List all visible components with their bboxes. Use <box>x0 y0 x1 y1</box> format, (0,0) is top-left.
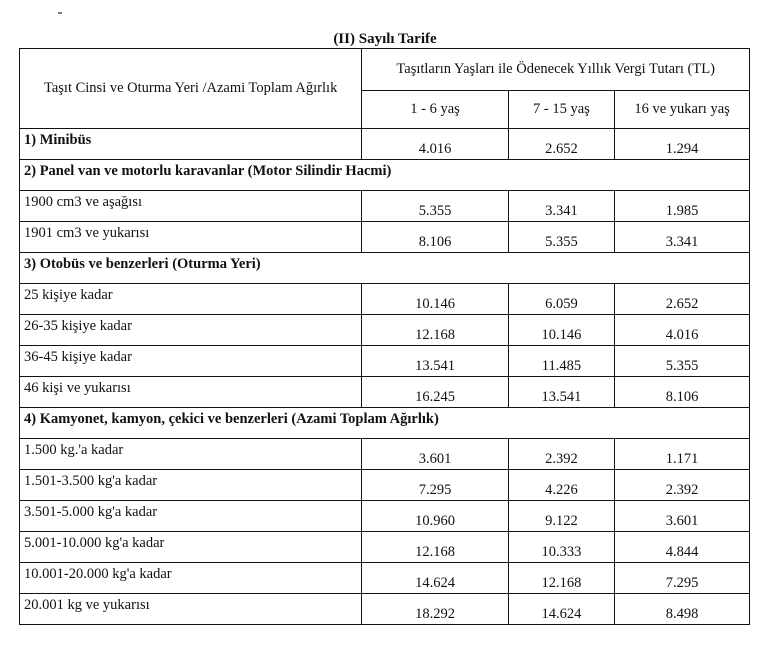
row-label: 3.501-5.000 kg'a kadar <box>20 501 362 532</box>
cell-value: 14.624 <box>362 563 508 594</box>
cell-value: 1.985 <box>615 191 750 222</box>
cell-value: 5.355 <box>508 222 614 253</box>
cell-value: 5.355 <box>362 191 508 222</box>
table-row <box>20 563 750 594</box>
cell-value: 10.333 <box>508 532 614 563</box>
table-row <box>20 439 750 470</box>
cell-value: 10.146 <box>508 315 614 346</box>
cell-value: 2.392 <box>615 470 750 501</box>
row-label: 1.500 kg.'a kadar <box>20 439 362 470</box>
cell-value: 4.226 <box>508 470 614 501</box>
section-row <box>20 408 750 439</box>
row-label: 26-35 kişiye kadar <box>20 315 362 346</box>
cell-value: 3.341 <box>508 191 614 222</box>
cell-value: 12.168 <box>508 563 614 594</box>
table-row <box>20 346 750 377</box>
table-row <box>20 284 750 315</box>
cell-value: 8.106 <box>615 377 750 408</box>
row-label: 25 kişiye kadar <box>20 284 362 315</box>
cell-value: 16.245 <box>362 377 508 408</box>
header-age-16-plus: 16 ve yukarı yaş <box>615 91 750 129</box>
cell-value: 3.601 <box>615 501 750 532</box>
section-row <box>20 253 750 284</box>
cell-value: 11.485 <box>508 346 614 377</box>
cell-value: 7.295 <box>362 470 508 501</box>
table-row <box>20 222 750 253</box>
header-row <box>20 49 750 91</box>
cell-value: 3.341 <box>615 222 750 253</box>
table-row <box>20 129 750 160</box>
cell-value: 2.652 <box>508 129 614 160</box>
table-row <box>20 315 750 346</box>
cell-value: 8.498 <box>615 594 750 625</box>
cell-value: 13.541 <box>508 377 614 408</box>
cell-value: 12.168 <box>362 532 508 563</box>
page-title: (II) Sayılı Tarife <box>333 31 437 47</box>
cell-value: 1.294 <box>615 129 750 160</box>
table-row <box>20 377 750 408</box>
table-row <box>20 470 750 501</box>
cell-value: 9.122 <box>508 501 614 532</box>
row-label: 1.501-3.500 kg'a kadar <box>20 470 362 501</box>
header-vehicle-type: Taşıt Cinsi ve Oturma Yeri /Azami Toplam Ağırlık <box>20 49 362 129</box>
row-label: 5.001-10.000 kg'a kadar <box>20 532 362 563</box>
table-row <box>20 191 750 222</box>
section-heading: 2) Panel van ve motorlu karavanlar (Motor Silindir Hacmi) <box>20 160 750 191</box>
tariff-table <box>19 48 750 625</box>
header-tax-amount: Taşıtların Yaşları ile Ödenecek Yıllık Vergi Tutarı (TL) <box>362 49 750 91</box>
cell-value: 14.624 <box>508 594 614 625</box>
cell-value: 2.652 <box>615 284 750 315</box>
cell-value: 10.146 <box>362 284 508 315</box>
header-age-7-15: 7 - 15 yaş <box>508 91 614 129</box>
cell-value: 4.016 <box>362 129 508 160</box>
table-row <box>20 532 750 563</box>
row-label: 1901 cm3 ve yukarısı <box>20 222 362 253</box>
scan-speck <box>58 12 62 14</box>
table-row <box>20 501 750 532</box>
section-heading: 3) Otobüs ve benzerleri (Oturma Yeri) <box>20 253 750 284</box>
cell-value: 12.168 <box>362 315 508 346</box>
table-row <box>20 594 750 625</box>
row-label: 20.001 kg ve yukarısı <box>20 594 362 625</box>
cell-value: 4.016 <box>615 315 750 346</box>
cell-value: 10.960 <box>362 501 508 532</box>
cell-value: 7.295 <box>615 563 750 594</box>
cell-value: 1.171 <box>615 439 750 470</box>
row-label: 46 kişi ve yukarısı <box>20 377 362 408</box>
cell-value: 18.292 <box>362 594 508 625</box>
cell-value: 4.844 <box>615 532 750 563</box>
row-label: 1900 cm3 ve aşağısı <box>20 191 362 222</box>
header-age-1-6: 1 - 6 yaş <box>362 91 508 129</box>
row-label: 36-45 kişiye kadar <box>20 346 362 377</box>
section-heading: 4) Kamyonet, kamyon, çekici ve benzerleri (Azami Toplam Ağırlık) <box>20 408 750 439</box>
cell-value: 13.541 <box>362 346 508 377</box>
row-label: 1) Minibüs <box>20 129 362 160</box>
cell-value: 2.392 <box>508 439 614 470</box>
cell-value: 5.355 <box>615 346 750 377</box>
section-row <box>20 160 750 191</box>
cell-value: 8.106 <box>362 222 508 253</box>
cell-value: 6.059 <box>508 284 614 315</box>
cell-value: 3.601 <box>362 439 508 470</box>
row-label: 10.001-20.000 kg'a kadar <box>20 563 362 594</box>
